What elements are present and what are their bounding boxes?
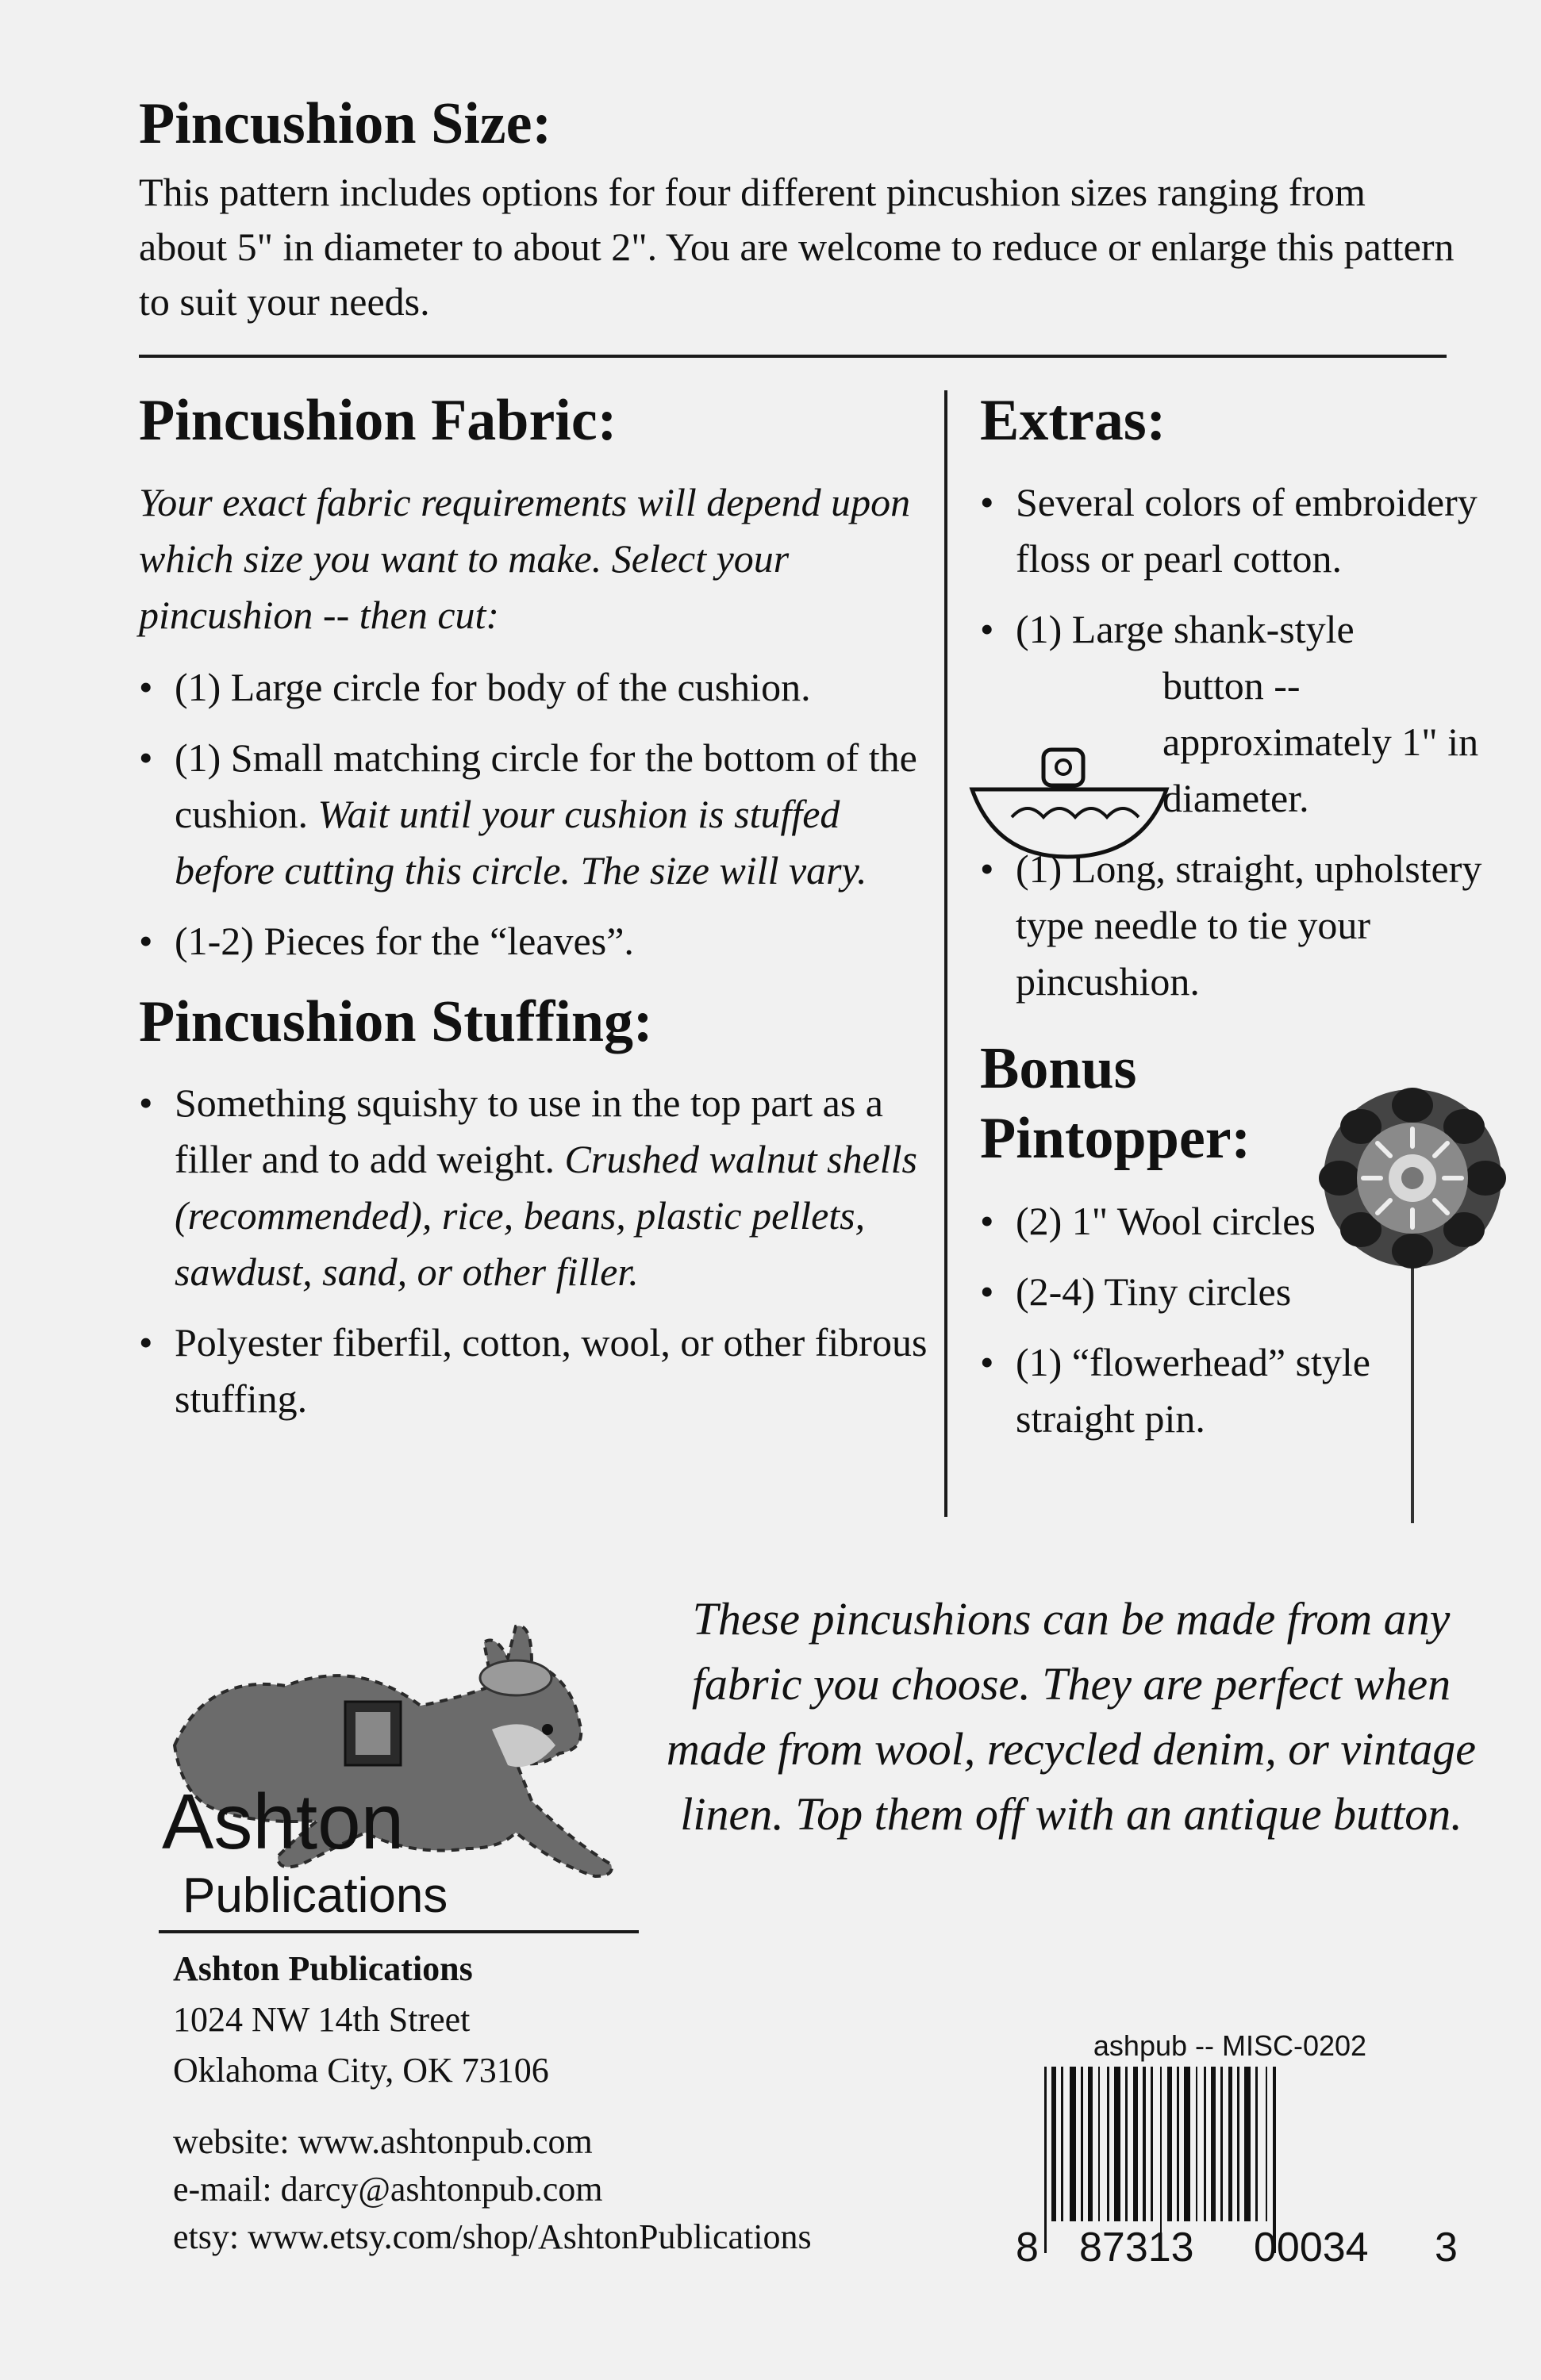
button-icon	[964, 742, 1178, 861]
fabric-item-small-circle-text: (1) Small matching circle for the bottom of the cushion.	[175, 735, 917, 836]
stuffing-item-filler-examples: Crushed walnut shells (recommended), rice, beans, plastic pellets, sawdust, sand, or other filler.	[175, 1137, 918, 1295]
barcode-bar	[1070, 2067, 1076, 2221]
barcode-bar	[1151, 2067, 1153, 2221]
fabric-item-large-circle: • (1) Large circle for body of the cushion.	[139, 659, 932, 716]
barcode-bar	[1044, 2067, 1047, 2253]
fabric-heading: Pincushion Fabric:	[139, 388, 617, 453]
barcode-bar	[1125, 2067, 1128, 2221]
fabric-list	[139, 659, 932, 969]
bonus-item-pin: • (1) “flowerhead” style straight pin.	[980, 1334, 1496, 1447]
fabric-item-small-circle	[139, 730, 932, 899]
barcode-bar	[1228, 2067, 1232, 2221]
extras-item-button-line1: • (1) Large shank-style	[1016, 606, 1355, 651]
ashton-logo	[159, 1610, 635, 1928]
fabric-item-leaves: • (1-2) Pieces for the “leaves”.	[139, 913, 932, 969]
publisher-address	[173, 1944, 951, 2096]
barcode-bar	[1244, 2067, 1251, 2221]
barcode-right-group: 00034	[1254, 2225, 1369, 2265]
logo-subtitle: Publications	[183, 1868, 448, 1923]
barcode-bar	[1061, 2067, 1063, 2221]
bonus-item-wool-circles: • (2) 1" Wool circles	[980, 1193, 1496, 1250]
extras-heading: Extras:	[980, 388, 1166, 453]
publisher-email: e-mail: darcy@ashtonpub.com	[173, 2170, 603, 2209]
barcode-bar	[1220, 2067, 1223, 2221]
barcode-bar	[1237, 2067, 1239, 2221]
barcode-bar	[1196, 2067, 1197, 2221]
barcode-bar	[1114, 2067, 1120, 2221]
barcode-bar	[1088, 2067, 1093, 2221]
publisher-etsy: etsy: www.etsy.com/shop/AshtonPublications	[173, 2217, 812, 2256]
barcode-bar	[1211, 2067, 1216, 2221]
publisher-name: Ashton Publications	[173, 1949, 473, 1988]
flower-pin-icon	[1317, 1083, 1508, 1527]
publisher-website: website: www.ashtonpub.com	[173, 2122, 593, 2161]
barcode-bar	[1255, 2067, 1258, 2221]
publisher-city: Oklahoma City, OK 73106	[173, 2051, 549, 2090]
size-description: This pattern includes options for four different pincushion sizes ranging from about 5" in diameter to about 2". You are welcome to reduce or enlarge this pattern to suit your needs.	[139, 170, 1455, 324]
barcode-bar	[1107, 2067, 1109, 2221]
barcode-first-digit: 8	[1016, 2225, 1039, 2265]
publisher-contact	[173, 2118, 966, 2261]
barcode-bar	[1204, 2067, 1206, 2221]
barcode-check-digit: 3	[1435, 2225, 1458, 2265]
top-divider	[139, 355, 1447, 358]
publisher-street: 1024 NW 14th Street	[173, 2000, 471, 2039]
stuffing-list	[139, 1075, 932, 1427]
barcode-bar	[1051, 2067, 1056, 2221]
barcode-left-group: 87313	[1079, 2225, 1194, 2265]
address-divider	[159, 1930, 639, 1933]
barcode-bar	[1143, 2067, 1146, 2221]
fabric-lead: Your exact fabric requirements will depend upon which size you want to make. Select your pincushion -- then cut:	[139, 479, 911, 637]
bonus-item-tiny-circles: • (2-4) Tiny circles	[980, 1264, 1496, 1320]
size-heading: Pincushion Size:	[139, 91, 552, 156]
left-column	[139, 390, 932, 1441]
fabric-item-small-circle-note: Wait until your cushion is stuffed before cutting this circle. The size will vary.	[175, 791, 867, 892]
stuffing-item-fiberfil: • Polyester fiberfil, cotton, wool, or other fibrous stuffing.	[139, 1315, 932, 1427]
stuffing-item-filler-text: Something squishy to use in the top part as a filler and to add weight.	[175, 1081, 883, 1182]
extras-item-button-line2: button -- approximately 1" in diameter.	[1162, 662, 1479, 820]
barcode-label: ashpub -- MISC-0202	[1093, 2029, 1367, 2062]
barcode-bar	[1133, 2067, 1138, 2221]
extras-item-needle: • (1) Long, straight, upholstery type needle to tie your pincushion.	[980, 841, 1496, 1010]
extras-item-floss: • Several colors of embroidery floss or pearl cotton.	[980, 474, 1496, 587]
barcode	[1016, 2067, 1460, 2265]
tagline: These pincushions can be made from any fabric you choose. They are perfect when made from wool, recycled denim, or vintage linen. Top them off with an antique button.	[666, 1593, 1477, 1840]
barcode-bar	[1167, 2067, 1172, 2221]
barcode-bar	[1184, 2067, 1190, 2221]
stuffing-item-filler	[139, 1075, 932, 1300]
bonus-heading: Bonus Pintopper:	[980, 1035, 1251, 1171]
barcode-bar	[1098, 2067, 1100, 2221]
barcode-bar	[1266, 2067, 1267, 2221]
barcode-bar	[1081, 2067, 1083, 2221]
column-divider	[944, 390, 947, 1517]
barcode-bar	[1177, 2067, 1179, 2221]
stuffing-heading: Pincushion Stuffing:	[139, 988, 653, 1054]
logo-wordmark: Ashton	[162, 1778, 405, 1865]
